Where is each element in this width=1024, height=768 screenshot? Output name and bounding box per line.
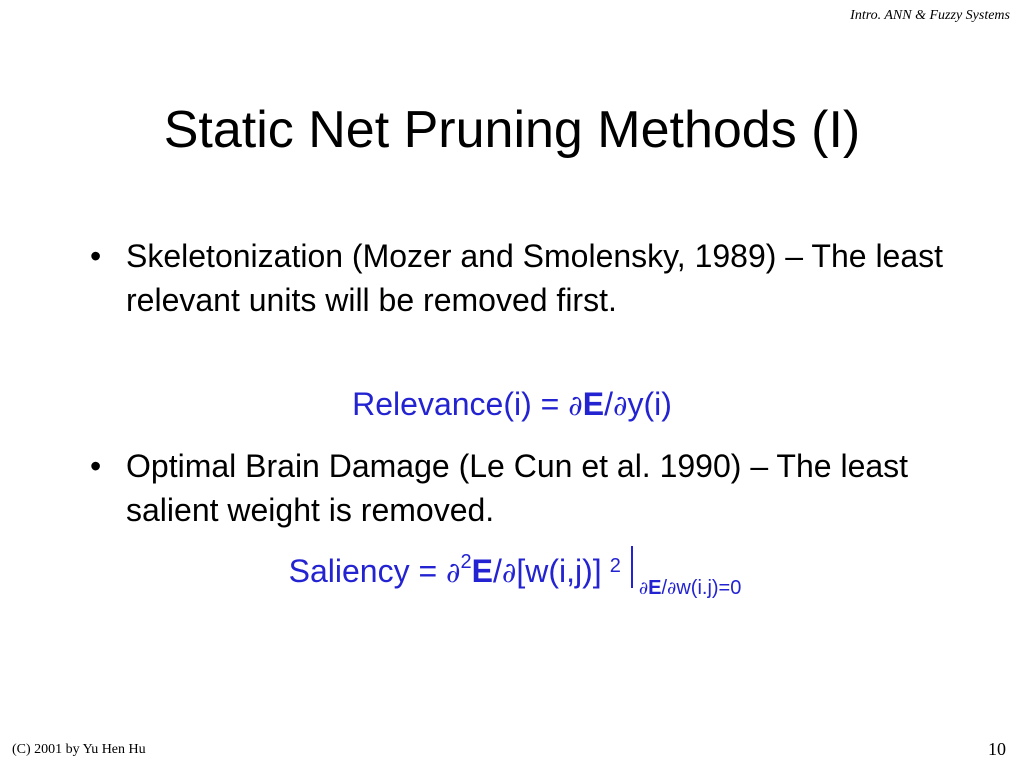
evaluation-bar: [631, 546, 633, 588]
partial-symbol: ∂: [667, 578, 677, 599]
exponent: 2: [609, 555, 621, 577]
bullet-text: Optimal Brain Damage (Le Cun et al. 1990) – The least salient weight is removed.: [126, 448, 909, 528]
relevance-lhs: Relevance(i) =: [352, 386, 569, 422]
bullet-dot: •: [90, 448, 102, 484]
condition-text: w(i.j)=0: [676, 577, 742, 599]
partial-symbol: ∂: [501, 556, 517, 589]
relevance-formula: [0, 386, 1024, 423]
error-symbol: E: [471, 553, 493, 589]
slash: /: [604, 386, 613, 422]
course-header: Intro. ANN & Fuzzy Systems: [850, 8, 1010, 23]
bullet-dot: •: [90, 238, 102, 274]
error-symbol: E: [582, 386, 605, 422]
saliency-lhs: Saliency =: [288, 553, 447, 589]
partial-symbol: ∂: [568, 389, 583, 422]
relevance-rhs: y(i): [627, 386, 672, 422]
saliency-formula: [0, 546, 1024, 600]
copyright-footer: (C) 2001 by Yu Hen Hu: [12, 742, 146, 757]
slash: /: [493, 553, 502, 589]
partial-symbol: ∂: [638, 578, 649, 599]
partial-symbol: ∂: [612, 389, 628, 422]
slide-title: Static Net Pruning Methods (I): [163, 101, 861, 159]
slash: /: [661, 577, 668, 599]
bullet-skeletonization: [90, 234, 950, 322]
bullet-text: Skeletonization (Mozer and Smolensky, 1989) – The least relevant units will be removed first.: [126, 238, 944, 318]
bullet-optimal-brain-damage: [90, 444, 950, 532]
exponent: 2: [460, 551, 472, 573]
evaluation-condition: [639, 577, 742, 599]
page-number: 10: [988, 739, 1006, 759]
weight-term: [w(i,j)]: [516, 553, 602, 589]
partial-symbol: ∂: [446, 556, 461, 589]
error-symbol: E: [648, 577, 662, 599]
